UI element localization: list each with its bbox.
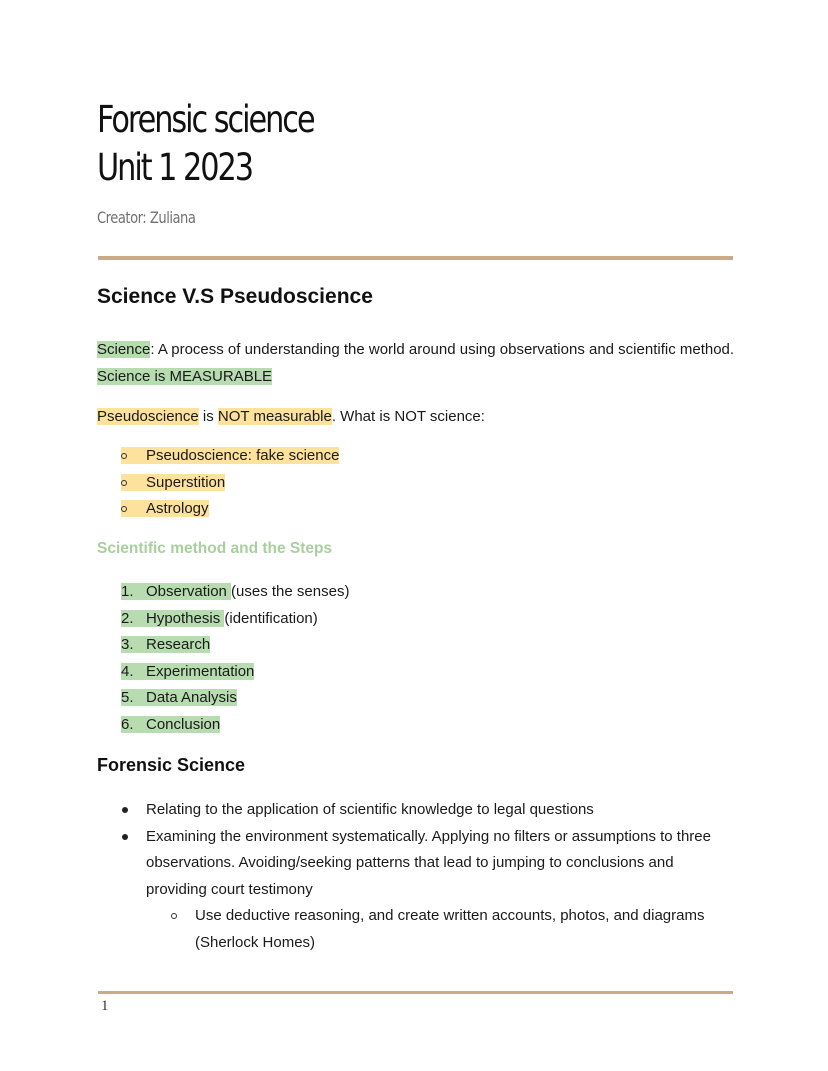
step-number: 1.: [121, 583, 134, 600]
list-item: [97, 579, 349, 606]
list-item: [97, 712, 349, 739]
step-note: (uses the senses): [231, 583, 350, 600]
section-heading-science-vs-pseudoscience: Science V.S Pseudoscience: [97, 285, 373, 308]
forensic-science-list: [97, 797, 737, 957]
not-science-list: [97, 443, 339, 523]
title-line-2: Unit 1 2023: [97, 146, 253, 189]
document-title: [97, 96, 314, 192]
bullet-dot-icon: [122, 807, 128, 813]
page-number: 1: [101, 998, 109, 1014]
list-item-text: Astrology: [146, 500, 209, 518]
list-item-text: Pseudoscience: fake science: [146, 447, 340, 464]
pseudoscience-text-1: is: [198, 408, 218, 425]
step-number: 6.: [121, 715, 134, 733]
hollow-circle-bullet-icon: [121, 480, 127, 486]
bottom-divider: [98, 991, 733, 994]
bullet-dot-icon: [122, 834, 128, 840]
scientific-method-steps-list: [97, 579, 349, 739]
step-number: 5.: [121, 689, 134, 707]
science-term: Science: [97, 341, 151, 358]
step-note: (identification): [224, 609, 318, 627]
list-item-text: Superstition: [146, 473, 226, 491]
list-item: [97, 470, 339, 497]
list-item: [97, 797, 737, 824]
sub-list-item: [146, 903, 737, 956]
list-item-text: Relating to the application of scientific knowledge to legal questions: [146, 801, 594, 818]
step-label: Conclusion: [146, 715, 221, 733]
step-label: Research: [146, 636, 211, 654]
step-label: Hypothesis: [146, 609, 225, 627]
step-label: Experimentation: [146, 662, 255, 680]
step-label: Observation: [146, 583, 232, 600]
forensic-sub-list: [146, 903, 737, 956]
list-item: [97, 632, 349, 659]
hollow-circle-bullet-icon: [121, 453, 127, 459]
list-item: [97, 606, 349, 633]
not-measurable-highlight: NOT measurable: [217, 408, 332, 425]
hollow-circle-bullet-icon: [121, 506, 127, 512]
creator-subtitle: Creator: Zuliana: [97, 208, 196, 227]
section-heading-forensic-science: Forensic Science: [97, 755, 246, 775]
science-measurable-highlight: Science is MEASURABLE: [97, 368, 273, 385]
science-definition-paragraph: [97, 336, 737, 390]
list-item: [97, 496, 339, 523]
list-item-text: Examining the environment systematically. Applying no filters or assumptions to three observations. Avoiding/seeking patterns that lead to jumping to conclusions and providing court testimony: [146, 827, 711, 898]
pseudoscience-term: Pseudoscience: [97, 408, 199, 425]
pseudoscience-text-2: . What is NOT science:: [331, 408, 485, 425]
list-item: [97, 443, 339, 470]
top-divider: [98, 256, 733, 260]
list-item: [97, 824, 737, 957]
title-line-1: Forensic science: [97, 98, 314, 141]
science-definition-text: : A process of understanding the world around using observations and scientific method.: [150, 341, 735, 358]
step-number: 4.: [121, 662, 134, 680]
section-heading-scientific-method: Scientific method and the Steps: [97, 540, 333, 557]
list-item: [97, 685, 349, 712]
sub-list-item-text: Use deductive reasoning, and create written accounts, photos, and diagrams (Sherlock Homes): [195, 907, 705, 951]
step-number: 2.: [121, 609, 134, 627]
step-number: 3.: [121, 636, 134, 654]
hollow-circle-bullet-icon: [171, 913, 177, 919]
list-item: [97, 659, 349, 686]
step-label: Data Analysis: [146, 689, 237, 707]
pseudoscience-paragraph: [97, 403, 485, 430]
